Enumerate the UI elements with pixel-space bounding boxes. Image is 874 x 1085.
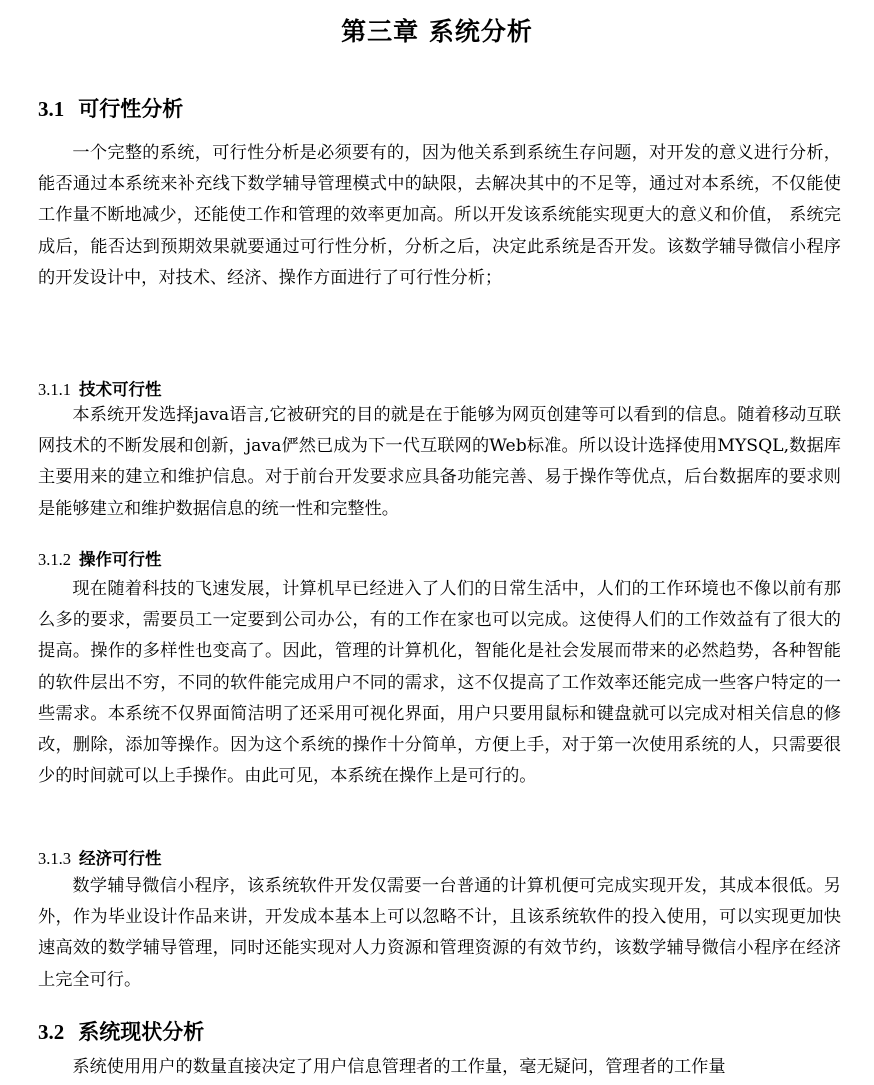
section-heading-3-1 [38, 93, 183, 123]
section-title: 经济可行性 [79, 849, 162, 868]
section-heading-3-1-3 [38, 845, 162, 869]
section-number: 3.1.1 [38, 380, 71, 399]
paragraph-3-1-3: 数学辅导微信小程序，该系统软件开发仅需要一台普通的计算机便可完成实现开发，其成本很低。另外，作为毕业设计作品来讲，开发成本基本上可以忽略不计，且该系统软件的投入使用，可以实现更加快速高效的数学辅导管理，同时还能实现对人力资源和管理资源的有效节约，该数学辅导微信小程序在经济上完全可行。 [38, 876, 841, 990]
section-title: 操作可行性 [79, 550, 162, 569]
paragraph-3-1: 一个完整的系统，可行性分析是必须要有的，因为他关系到系统生存问题，对开发的意义进行分析，能否通过本系统来补充线下数学辅导管理模式中的缺限，去解决其中的不足等，通过对本系统，不仅能使工作量不断地减少，还能使工作和管理的效率更加高。所以开发该系统能实现更大的意义和价值， 系统完成后，能否达到预期效果就要通过可行性分析，分析之后，决定此系统是否开发。该数学辅导微信小程序的开发设计中，对技术、经济、操作方面进行了可行性分析； [38, 143, 841, 288]
paragraph-3-2: 系统使用用户的数量直接决定了用户信息管理者的工作量，毫无疑问，管理者的工作量 [72, 1057, 726, 1077]
section-number: 3.1 [38, 97, 65, 121]
chapter-title: 第三章 系统分析 [341, 17, 533, 46]
paragraph-3-1-2: 现在随着科技的飞速发展，计算机早已经进入了人们的日常生活中，人们的工作环境也不像以前有那么多的要求，需要员工一定要到公司办公，有的工作在家也可以完成。这使得人们的工作效益有了很大的提高。操作的多样性也变高了。因此，管理的计算机化，智能化是社会发展而带来的必然趋势，各种智能的软件层出不穷，不同的软件能完成用户不同的需求，这不仅提高了工作效率还能完成一些客户特定的一些需求。本系统不仅界面简洁明了还采用可视化界面，用户只要用鼠标和键盘就可以完成对相关信息的修改，删除，添加等操作。因为这个系统的操作十分简单，方便上手，对于第一次使用系统的人，只需要很少的时间就可以上手操作。由此可见，本系统在操作上是可行的。 [38, 579, 841, 787]
section-heading-3-1-2 [38, 546, 162, 570]
section-title: 系统现状分析 [78, 1020, 205, 1044]
section-title: 可行性分析 [78, 97, 184, 121]
section-heading-3-2 [38, 1016, 204, 1046]
section-number: 3.1.3 [38, 849, 71, 868]
paragraph-3-1-1: 本系统开发选择java语言,它被研究的目的就是在于能够为网页创建等可以看到的信息。随着移动互联网技术的不断发展和创新，java俨然已成为下一代互联网的Web标准。所以设计选择使用MYSQL,数据库主要用来的建立和维护信息。对于前台开发要求应具备功能完善、易于操作等优点，后台数据库的要求则是能够建立和维护数据信息的统一性和完整性。 [38, 405, 841, 519]
section-number: 3.2 [38, 1020, 65, 1044]
section-number: 3.1.2 [38, 550, 71, 569]
section-heading-3-1-1 [38, 376, 162, 400]
section-title: 技术可行性 [79, 380, 162, 399]
